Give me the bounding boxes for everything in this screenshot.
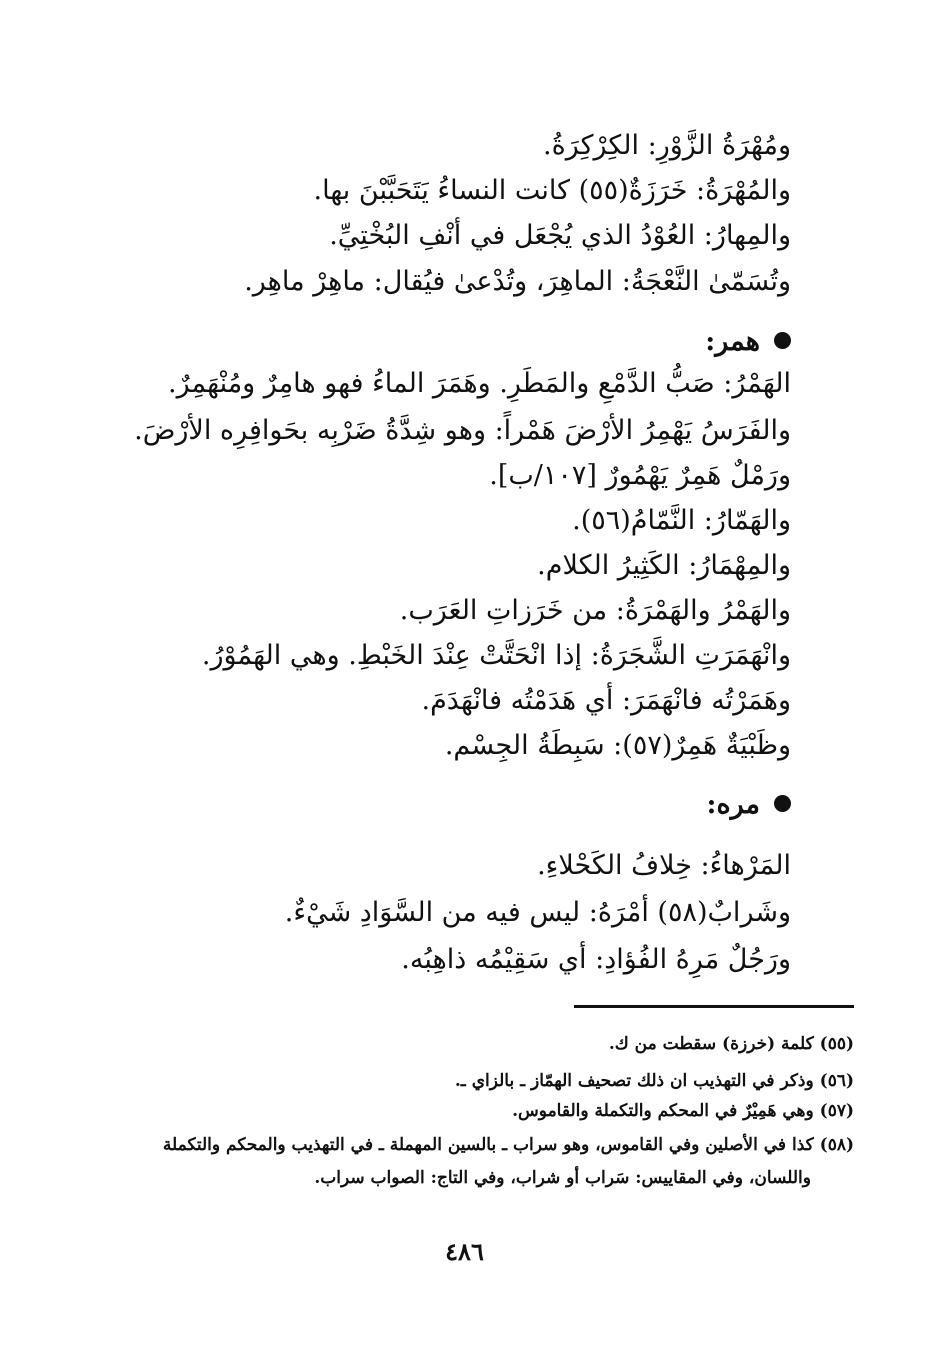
text-line: وهَمَرْتُه فانْهَمَرَ: أي هَدَمْتُه فانْهَدَمَ.	[421, 685, 791, 716]
text-line: والهَمْرُ والهَمْرَةُ: من خَرَزاتِ العَرَب.	[399, 595, 791, 626]
entry-heading-label: همر:	[705, 326, 760, 357]
footnote: (٥٧) وهي هَمِيْرٌ في المحكم والتكملة والقاموس.	[512, 1101, 854, 1121]
footnote: (٥٦) وذكر في التهذيب ان ذلك تصحيف الهمّاز ـ بالزاي ـ.	[454, 1071, 854, 1091]
bullet-icon	[774, 332, 791, 349]
text-line: والفَرَسُ يَهْمِرُ الأرْضَ هَمْراً: وهو شِدَّةُ ضَرْبِه بحَوافِرِه الأرْضَ.	[134, 415, 791, 446]
page-number: ٤٨٦	[445, 1237, 484, 1266]
text-line: وظَبْيَةٌ هَمِرٌ(٥٧): سَبِطَةُ الجِسْم.	[444, 730, 791, 761]
text-line: والمِهارُ: العُوْدُ الذي يُجْعَل في أنْفِ البُخْتِيِّ.	[329, 220, 791, 251]
text-line: وانْهَمَرَتِ الشَّجَرَةُ: إذا انْحَتَّتْ عِنْدَ الخَبْطِ. وهي الهَمُوْرُ.	[201, 640, 791, 671]
bullet-icon	[774, 795, 791, 812]
entry-heading-label: مره:	[706, 789, 760, 820]
footnote-divider	[574, 1005, 854, 1008]
entry-heading	[491, 322, 791, 362]
text-line: وشَرابٌ(٥٨) أمْرَهُ: ليس فيه من السَّوَادِ شَيْءٌ.	[284, 897, 791, 928]
text-line: الهَمْرُ: صَبُّ الدَّمْعِ والمَطَرِ. وهَمَرَ الماءُ فهو هامِرٌ ومُنْهَمِرٌ.	[168, 368, 791, 399]
text-line: وتُسَمّىٰ النَّعْجَةُ: الماهِرَ، وتُدْعىٰ فيُقال: ماهِرْ ماهِر.	[244, 266, 791, 297]
text-line: ورَجُلٌ مَرِهُ الفُؤادِ: أي سَقِيْمُه ذاهِبُه.	[401, 944, 791, 975]
text-line: والهَمّارُ: النَّمّامُ(٥٦).	[572, 505, 791, 536]
entry-heading	[491, 785, 791, 825]
footnote-continuation: واللسان، وفي المقاييس: سَراب أو شراب، وفي التاج: الصواب سراب.	[314, 1168, 811, 1188]
text-line: المَرْهاءُ: خِلافُ الكَحْلاءِ.	[537, 850, 791, 881]
text-line: والمِهْمَارُ: الكَثِيرُ الكلام.	[537, 550, 791, 581]
text-line: والمُهْرَةُ: خَرَزَةٌ(٥٥) كانت النساءُ يَتَحَبَّبْنَ بها.	[313, 175, 791, 206]
text-line: ورَمْلٌ هَمِرٌ يَهْمُورٌ [١٠٧/ب].	[489, 460, 791, 491]
footnote: (٥٨) كذا في الأصلين وفي القاموس، وهو سراب ـ بالسين المهملة ـ في التهذيب والمحكم والتكملة	[162, 1135, 854, 1155]
text-line: ومُهْرَةُ الزَّوْرِ: الكِرْكِرَةُ.	[543, 130, 791, 161]
footnote: (٥٥) كلمة (خرزة) سقطت من ك.	[608, 1034, 854, 1054]
